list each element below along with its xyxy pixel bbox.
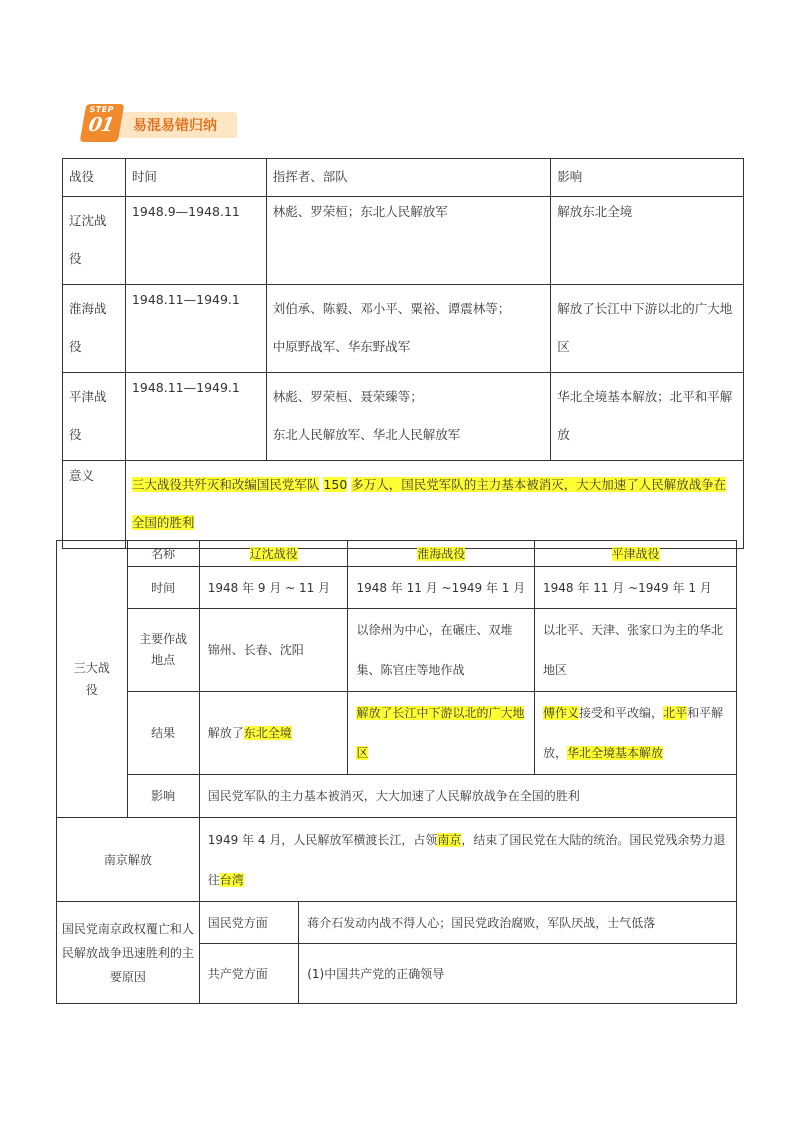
text: 1949 年 4 月，人民解放军横渡长江，占领 xyxy=(207,832,438,847)
battles-summary-table xyxy=(62,158,744,549)
location-value: 以徐州为中心，在碾庄、双堆集、陈官庄等地作战 xyxy=(348,609,535,692)
text: 接受和平改编， xyxy=(579,706,664,720)
battle-name xyxy=(535,541,737,567)
commanders-line: 刘伯承、陈毅、邓小平、粟裕、谭震林等； xyxy=(272,301,511,316)
battle-time: 1948.11—1949.1 xyxy=(125,373,266,461)
step-number: 01 xyxy=(86,114,116,136)
time-value: 1948 年 11 月 ~1949 年 1 月 xyxy=(535,567,737,609)
battle-impact: 解放了长江中下游以北的广大地区 xyxy=(551,285,744,373)
cpc-text: (1)中国共产党的正确领导 xyxy=(299,944,737,1004)
table-row xyxy=(63,373,744,461)
highlight: 台湾 xyxy=(219,872,244,887)
highlight: 北平 xyxy=(663,706,688,720)
battle-impact: 华北全境基本解放；北平和平解放 xyxy=(551,373,744,461)
highlight: 150 xyxy=(323,477,348,492)
time-value: 1948 年 11 月 ~1949 年 1 月 xyxy=(348,567,535,609)
table-header-row xyxy=(63,159,744,197)
significance-text xyxy=(125,461,743,549)
location-value: 以北平、天津、张家口为主的华北地区 xyxy=(535,609,737,692)
step-tile-icon xyxy=(80,104,125,142)
location-label xyxy=(127,609,199,692)
result-value xyxy=(348,692,535,775)
battle-commanders: 林彪、罗荣桓；东北人民解放军 xyxy=(266,197,551,285)
header-time: 时间 xyxy=(125,159,266,197)
result-value xyxy=(199,692,348,775)
table-row xyxy=(57,609,737,692)
commanders-line: 东北人民解放军、华北人民解放军 xyxy=(272,427,461,442)
result-value xyxy=(535,692,737,775)
battle-name xyxy=(199,541,348,567)
text: 解放了 xyxy=(207,726,244,740)
battle-time: 1948.9—1948.11 xyxy=(125,197,266,285)
header-battle: 战役 xyxy=(63,159,126,197)
section-title: 易混易错归纳 xyxy=(133,118,217,134)
table-row xyxy=(57,567,737,609)
table-header-row xyxy=(57,541,737,567)
kmt-label: 国民党方面 xyxy=(199,902,299,944)
battle-impact: 解放东北全境 xyxy=(551,197,744,285)
highlight: 解放了长江中下游以北的广大地区 xyxy=(356,706,525,760)
highlight: 辽沈战役 xyxy=(249,546,298,561)
battle-commanders xyxy=(266,285,551,373)
battle-name xyxy=(348,541,535,567)
group-label xyxy=(57,541,128,818)
table-row xyxy=(57,775,737,818)
highlight: 华北全境基本解放 xyxy=(567,746,664,760)
highlight: 平津战役 xyxy=(611,546,660,561)
battle-name: 平津战役 xyxy=(63,373,126,461)
header-commanders: 指挥者、部队 xyxy=(266,159,551,197)
reasons-row xyxy=(57,902,737,944)
commanders-line: 林彪、罗荣桓、聂荣臻等； xyxy=(272,389,423,404)
significance-label: 意义 xyxy=(63,461,126,549)
table-row xyxy=(63,285,744,373)
battles-detail-table xyxy=(56,540,737,1004)
group-label-text: 三大战役 xyxy=(73,661,110,697)
col-label: 名称 xyxy=(127,541,199,567)
location-value: 锦州、长春、沈阳 xyxy=(199,609,348,692)
time-label: 时间 xyxy=(127,567,199,609)
reasons-label xyxy=(57,902,200,1004)
battle-commanders xyxy=(266,373,551,461)
result-label: 结果 xyxy=(127,692,199,775)
time-value: 1948 年 9 月 ~ 11 月 xyxy=(199,567,348,609)
reasons-label-text: 国民党南京政权覆亡和人民解放战争迅速胜利的主要原因 xyxy=(61,921,194,984)
highlight: 南京 xyxy=(437,832,462,847)
nanjing-row xyxy=(57,818,737,902)
highlight: 傅作义 xyxy=(543,706,580,720)
battle-name: 辽沈战役 xyxy=(63,197,126,285)
nanjing-label: 南京解放 xyxy=(57,818,200,902)
battle-time: 1948.11—1949.1 xyxy=(125,285,266,373)
highlight: 东北全境 xyxy=(243,726,292,740)
table-row xyxy=(63,197,744,285)
significance-row xyxy=(63,461,744,549)
section-title-bar xyxy=(105,112,237,138)
highlight: 多万人，国民党军队的主力基本被消灭，大大加速了人民解放战争在全国的胜利 xyxy=(131,477,727,530)
highlight: 淮海战役 xyxy=(417,546,466,561)
table-row xyxy=(57,692,737,775)
section-badge xyxy=(79,104,239,144)
location-label-text: 主要作战地点 xyxy=(139,632,188,667)
kmt-text: 蒋介石发动内战不得人心；国民党政治腐败，军队厌战，士气低落 xyxy=(299,902,737,944)
text: ，结束了国民党在大陆的统治。国民党残余势力退往 xyxy=(207,832,726,887)
text: 和平解放， xyxy=(543,706,724,760)
step-label: STEP xyxy=(88,105,115,114)
impact-label: 影响 xyxy=(127,775,199,818)
impact-value: 国民党军队的主力基本被消灭，大大加速了人民解放战争在全国的胜利 xyxy=(199,775,736,818)
highlight: 三大战役共歼灭和改编国民党军队 xyxy=(131,477,320,492)
header-impact: 影响 xyxy=(551,159,744,197)
battle-name: 淮海战役 xyxy=(63,285,126,373)
commanders-line: 中原野战军、华东野战军 xyxy=(272,339,411,354)
nanjing-text xyxy=(199,818,736,902)
cpc-label: 共产党方面 xyxy=(199,944,299,1004)
